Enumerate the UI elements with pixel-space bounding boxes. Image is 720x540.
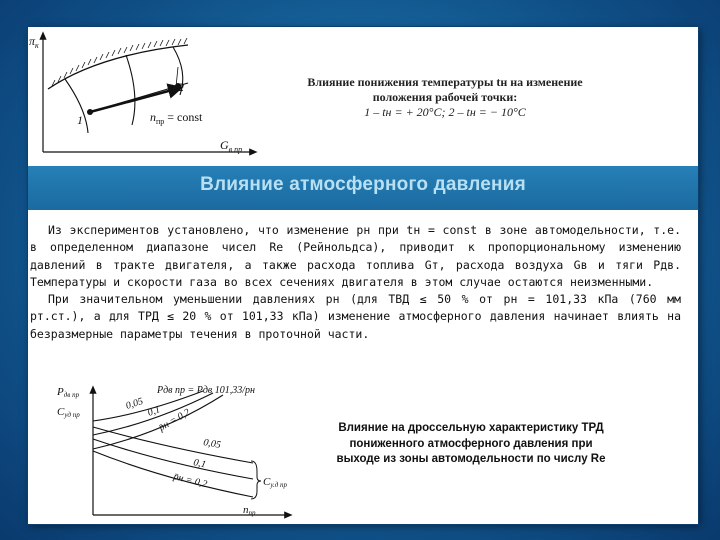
paragraph-2: При значительном уменьшении давлениях рн (для ТВД ≤ 50 % от рн = 101,33 кПа (760 мм рт.ст.), а для ТРД ≤ 20 % от 101,33 кПа) изменение атмосферного давления начинает влиять на безразмерные параметры течения в проточной части. <box>30 292 681 341</box>
x-axis-label: $G_{в пр}$ <box>220 138 243 154</box>
caption2-line2: пониженного атмосферного давления при <box>349 437 593 450</box>
x-axis-label-2: nпр <box>243 504 256 517</box>
right-c-label: Cу.д пр <box>263 476 288 489</box>
operating-point-diagram <box>28 27 261 162</box>
shift-arrow <box>90 89 176 112</box>
y-axis-label: $\pi_к$ <box>29 34 39 50</box>
throttle-diagram <box>53 379 293 521</box>
slide-title: Влияние атмосферного давления <box>200 174 526 195</box>
caption1-line3: 1 – tн = + 20°C; 2 – tн = − 10°C <box>364 105 526 119</box>
lower-label-1: 0,1 <box>192 457 207 471</box>
point-1 <box>87 109 93 115</box>
caption2-line1: Влияние на дроссельную характеристику ТРД <box>338 422 604 434</box>
point-1-label: 1 <box>77 113 83 127</box>
figure-throttle-characteristic <box>53 379 293 521</box>
p-label: Pдв пр <box>57 386 80 399</box>
formula: Pдв пр = Pдв 101,33/pн <box>157 385 256 396</box>
lower-label-0: 0,05 <box>202 437 222 451</box>
caption2-line3: выходе из зоны автомодельности по числу Re <box>336 453 606 465</box>
figure1-caption <box>270 75 620 120</box>
c-label: Cуд пр <box>57 406 80 419</box>
caption1-line1: Влияние понижения температуры tн на изменение <box>307 75 583 89</box>
npr-const-label: $n_{пр}$ = const <box>150 110 203 126</box>
upper-label-2: p̄н = 0,2 <box>157 406 193 434</box>
figure2-caption <box>298 421 644 468</box>
surge-hatching <box>52 38 187 86</box>
paragraph-1: Из экспериментов установлено, что изменение рн при tн = const в зоне автомодельности, т.е. в определенном диапазоне чисел Re (Рейнольдса), приводит к пропорциональному изменению давлений в тракте двигателя, а также расхода топлива Gт, расхода воздуха Gв и тяги Pдв. Температуры и скорости газа во всех сечениях двигателя в этом случае остаются неизменными. <box>30 223 681 289</box>
body-text <box>30 222 681 343</box>
figure-operating-point <box>28 27 261 162</box>
upper-label-1: 0,1 <box>146 404 162 419</box>
lower-label-2: p̄н = 0,2 <box>172 471 209 491</box>
caption1-line2: положения рабочей точки: <box>372 90 518 104</box>
surge-line <box>48 45 188 89</box>
upper-label-0: 0,05 <box>124 395 145 412</box>
point-2-label: 2 <box>178 80 184 94</box>
